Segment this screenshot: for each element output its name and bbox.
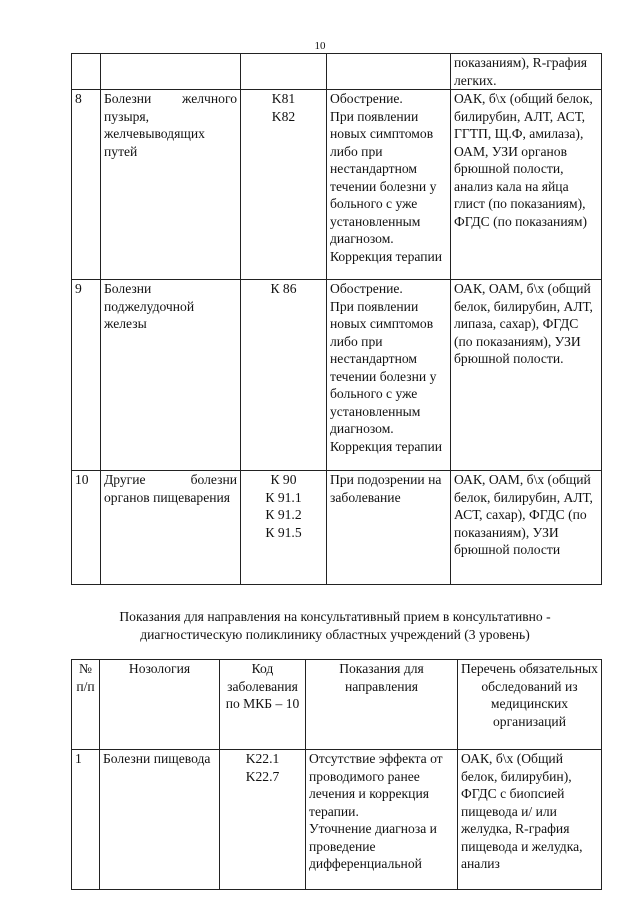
column-header-exams: Перечень обязательных обследований из медицинских организаций <box>458 660 602 750</box>
indication-cell: Обострение. При появлении новых симптомов либо при нестандартном течении болезни у больного с уже установленным диагнозом. Коррекция терапии <box>327 280 451 471</box>
indication-cell: Обострение. При появлении новых симптомов либо при нестандартном течении болезни у больного с уже установленным диагнозом. Коррекция терапии <box>327 90 451 280</box>
icd-code-cell: K81 K82 <box>241 90 327 280</box>
column-header-nosology: Нозология <box>100 660 220 750</box>
icd-code-cell: К 86 <box>241 280 327 471</box>
indication-cell: Отсутствие эффекта от проводимого ранее лечения и коррекция терапии. Уточнение диагноза и проведение дифференциальной <box>306 750 458 890</box>
section-caption: Показания для направления на консультативный прием в консультативно - диагностическую поликлинику областных учреждений (3 уровень) <box>119 609 551 642</box>
table-header-row <box>72 660 602 750</box>
nosology-cell <box>101 54 241 90</box>
exams-cell: ОАК, б\х (Общий белок, билирубин), ФГДС с биопсией пищевода и/ или желудка, R-графия пищевода и желудка, анализ <box>458 750 602 890</box>
table-row <box>72 280 602 471</box>
nosology-cell: Другие болезни органов пищеварения <box>101 471 241 585</box>
exams-cell: ОАК, ОАМ, б\х (общий белок, билирубин, АЛТ, АСТ, сахар), ФГДС (по показаниям), УЗИ брюшной полости <box>451 471 602 585</box>
indications-table-level3 <box>71 659 602 890</box>
column-header-icd-code: Код заболевания по МКБ – 10 <box>220 660 306 750</box>
exams-cell: ОАК, ОАМ, б\х (общий белок, билирубин, АЛТ, липаза, сахар), ФГДС (по показаниям), УЗИ брюшной полости. <box>451 280 602 471</box>
table-row <box>72 90 602 280</box>
nosology-cell: Болезни желчного пузыря, желчевыводящих путей <box>101 90 241 280</box>
column-header-number: № п/п <box>72 660 100 750</box>
row-number <box>72 54 101 90</box>
icd-code-cell <box>241 54 327 90</box>
nosology-cell: Болезни пищевода <box>100 750 220 890</box>
table-row <box>72 54 602 90</box>
indications-table-level2 <box>71 53 602 585</box>
table-row <box>72 750 602 890</box>
row-number: 10 <box>72 471 101 585</box>
indication-cell <box>327 54 451 90</box>
row-number: 8 <box>72 90 101 280</box>
column-header-indication: Показания для направления <box>306 660 458 750</box>
page-number: 10 <box>314 40 326 52</box>
nosology-cell: Болезни поджелудочной железы <box>101 280 241 471</box>
indication-cell: При подозрении на заболевание <box>327 471 451 585</box>
exams-cell: показаниям), R-графия легких. <box>451 54 602 90</box>
row-number: 1 <box>72 750 100 890</box>
exams-cell: ОАК, б\х (общий белок, билирубин, АЛТ, АСТ, ГГТП, Щ.Ф, амилаза), ОАМ, УЗИ органов брюшной полости, анализ кала на яйца глист (по показаниям), ФГДС (по показаниям) <box>451 90 602 280</box>
row-number: 9 <box>72 280 101 471</box>
icd-code-cell: К 90 К 91.1 К 91.2 К 91.5 <box>241 471 327 585</box>
icd-code-cell: K22.1 K22.7 <box>220 750 306 890</box>
table-row <box>72 471 602 585</box>
